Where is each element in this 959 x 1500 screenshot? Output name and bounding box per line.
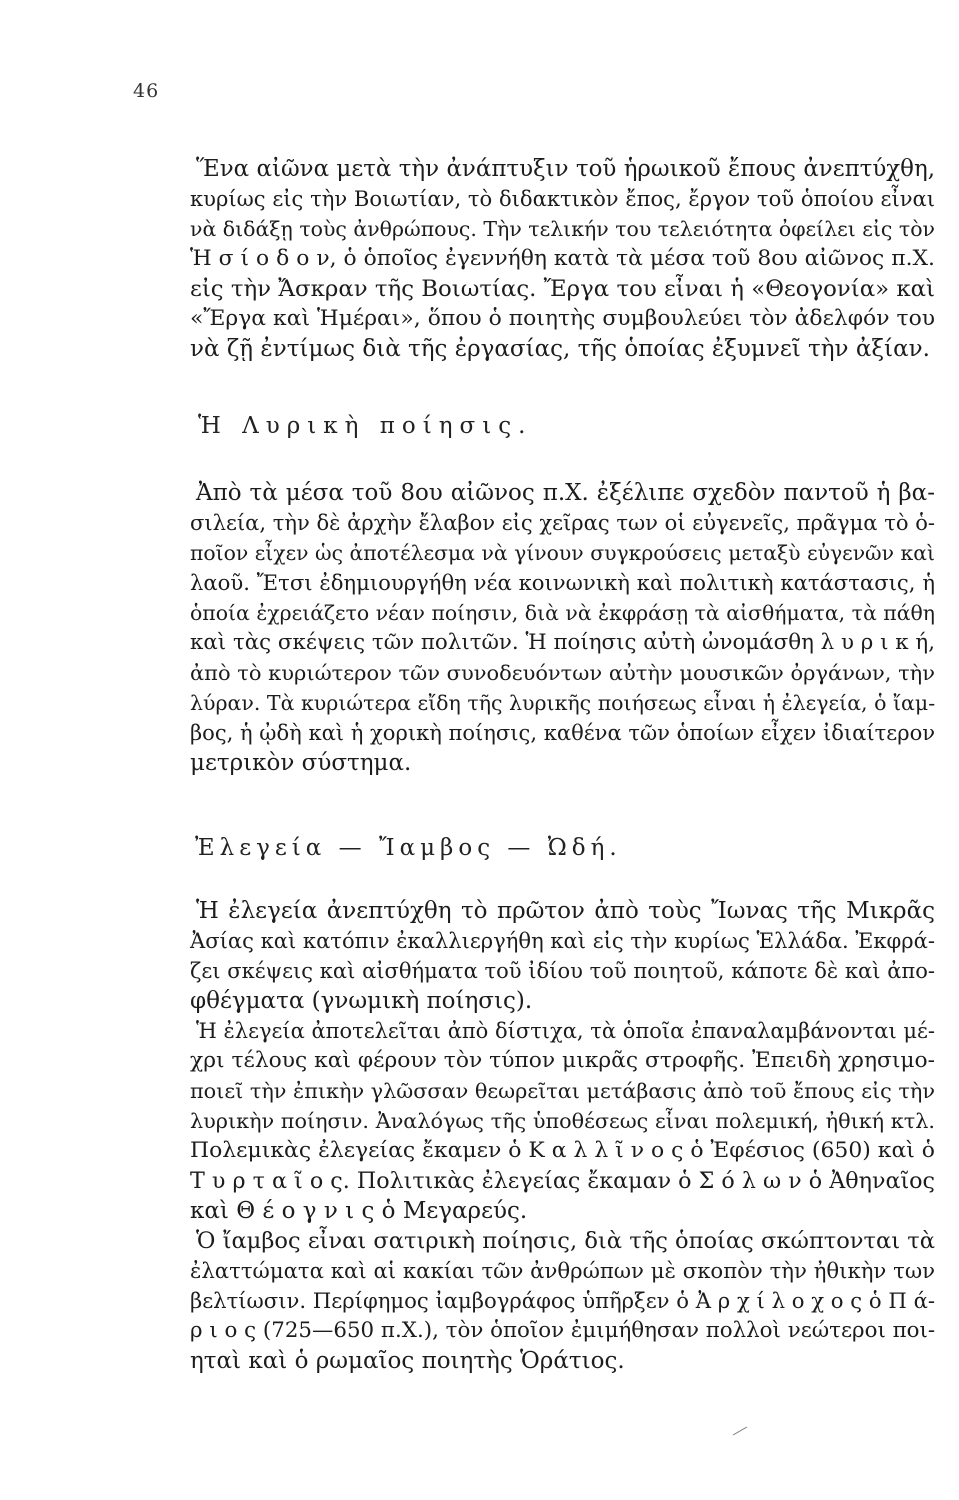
text-line: Τ υ ρ τ α ῖ ο ς. Πολιτικὰς ἐλεγείας ἔκαμαν ὁ Σ ό λ ω ν ὁ Ἀθηναῖος: [190, 1168, 935, 1194]
text-line: νὰ ζῇ ἐντίμως διὰ τῆς ἐργασίας, τῆς ὁποίας ἐξυμνεῖ τὴν ἀξίαν.: [190, 336, 930, 362]
text-line: Ἡ ἐλεγεία ἀνεπτύχθη τὸ πρῶτον ἀπὸ τοὺς Ἴωνας τῆς Μικρᾶς: [196, 898, 935, 924]
text-line: λαοῦ. Ἔτσι ἐδημιουργήθη νέα κοινωνικὴ καὶ πολιτικὴ κατάστασις, ἡ: [190, 570, 935, 595]
text-line: μετρικὸν σύστημα.: [190, 750, 412, 776]
text-line: «Ἔργα καὶ Ἡμέραι», ὅπου ὁ ποιητὴς συμβουλεύει τὸν ἀδελφόν του: [190, 306, 935, 331]
text-line: ἐλαττώματα καὶ αἱ κακίαι τῶν ἀνθρώπων μὲ σκοπὸν τὴν ἠθικὴν των: [190, 1258, 935, 1283]
pencil-mark: [732, 1424, 748, 1440]
text-line: φθέγματα (γνωμικὴ ποίησις).: [190, 988, 533, 1014]
paragraph-lyric-poetry: [190, 478, 935, 778]
text-line: ἀπὸ τὸ κυριώτερον τῶν συνοδευόντων αὐτὴν μουσικῶν ὀργάνων, τὴν: [190, 661, 935, 685]
text-line: Ἡ ἐλεγεία ἀποτελεῖται ἀπὸ δίστιχα, τὰ ὁποῖα ἐπαναλαμβάνονται μέ-: [196, 1019, 935, 1043]
text-line: ζει σκέψεις καὶ αἰσθήματα τοῦ ἰδίου τοῦ ποιητοῦ, κάποτε δὲ καὶ ἀπο-: [190, 958, 935, 983]
text-line: καὶ Θ έ ο γ ν ι ς ὁ Μεγαρεύς.: [190, 1198, 528, 1224]
text-line: λύραν. Τὰ κυριώτερα εἴδη τῆς λυρικῆς ποιήσεως εἶναι ἡ ἐλεγεία, ὁ ἴαμ-: [190, 691, 936, 715]
text-line: λυρικὴν ποίησιν. Ἀναλόγως τῆς ὑποθέσεως εἶναι πολεμική, ἠθική κτλ.: [190, 1109, 935, 1133]
text-line: χρι τέλους καὶ φέρουν τὸν τύπον μικρᾶς στροφῆς. Ἐπειδὴ χρησιμο-: [190, 1048, 935, 1073]
page-number: 46: [133, 80, 160, 102]
paragraph-intro: [190, 154, 935, 364]
text-line: Ἕνα αἰῶνα μετὰ τὴν ἀνάπτυξιν τοῦ ἡρωικοῦ ἔπους ἀνεπτύχθη,: [196, 156, 935, 182]
text-line: ποιεῖ τὴν ἐπικὴν γλῶσσαν θεωρεῖται μετάβασις ἀπὸ τοῦ ἔπους εἰς τὴν: [190, 1079, 935, 1103]
text-line: νὰ διδάξῃ τοὺς ἀνθρώπους. Τὴν τελικήν του τελειότητα ὀφείλει εἰς τὸν: [190, 217, 935, 241]
text-line: ρ ι ο ς (725—650 π.Χ.), τὸν ὁποῖον ἐμιμήθησαν πολλοὶ νεώτεροι ποι-: [190, 1318, 936, 1343]
text-line: βος, ἡ ᾠδὴ καὶ ἡ χορικὴ ποίησις, καθένα τῶν ὁποίων εἶχεν ἰδιαίτερον: [190, 720, 936, 745]
paragraph-elegy: [190, 896, 935, 1376]
text-line: ποῖον εἶχεν ὡς ἀποτέλεσμα νὰ γίνουν συγκρούσεις μεταξὺ εὐγενῶν καὶ: [190, 541, 935, 565]
text-line: Ἡ σ ί ο δ ο ν, ὁ ὁποῖος ἐγεννήθη κατὰ τὰ μέσα τοῦ 8ου αἰῶνος π.Χ.: [190, 246, 935, 271]
section-heading-lyric-poetry: Ἡ Λυρικὴ ποίησις.: [198, 413, 533, 439]
text-line: Πολεμικὰς ἐλεγείας ἔκαμεν ὁ Κ α λ λ ῖ ν ο ς ὁ Ἐφέσιος (650) καὶ ὁ: [190, 1138, 935, 1163]
text-line: Ἀσίας καὶ κατόπιν ἐκαλλιεργήθη καὶ εἰς τὴν κυρίως Ἑλλάδα. Ἐκφρά-: [190, 928, 935, 953]
text-line: βελτίωσιν. Περίφημος ἰαμβογράφος ὑπῆρξεν ὁ Ἀ ρ χ ί λ ο χ ο ς ὁ Π ά-: [190, 1288, 935, 1313]
text-line: Ὁ ἴαμβος εἶναι σατιρικὴ ποίησις, διὰ τῆς ὁποίας σκώπτονται τὰ: [196, 1228, 935, 1254]
section-heading-elegy-iambus-ode: Ἐλεγεία — Ἴαμβος — Ὠδή.: [195, 835, 622, 861]
text-line: εἰς τὴν Ἄσκραν τῆς Βοιωτίας. Ἔργα του εἶναι ἡ «Θεογονία» καὶ: [190, 276, 935, 302]
text-line: Ἀπὸ τὰ μέσα τοῦ 8ου αἰῶνος π.Χ. ἐξέλιπε σχεδὸν παντοῦ ἡ βα-: [196, 480, 935, 506]
text-line: καὶ τὰς σκέψεις τῶν πολιτῶν. Ἡ ποίησις αὐτὴ ὠνομάσθη λ υ ρ ι κ ή,: [190, 630, 935, 655]
text-line: κυρίως εἰς τὴν Βοιωτίαν, τὸ διδακτικὸν ἔπος, ἔργον τοῦ ὁποίου εἶναι: [190, 186, 935, 211]
text-line: σιλεία, τὴν δὲ ἀρχὴν ἔλαβον εἰς χεῖρας των οἱ εὐγενεῖς, πρᾶγμα τὸ ὁ-: [190, 510, 935, 535]
text-line: ὁποία ἐχρειάζετο νέαν ποίησιν, διὰ νὰ ἐκφράσῃ τὰ αἰσθήματα, τὰ πάθη: [190, 601, 935, 625]
text-line: ηταὶ καὶ ὁ ρωμαῖος ποιητὴς Ὁράτιος.: [190, 1348, 625, 1374]
